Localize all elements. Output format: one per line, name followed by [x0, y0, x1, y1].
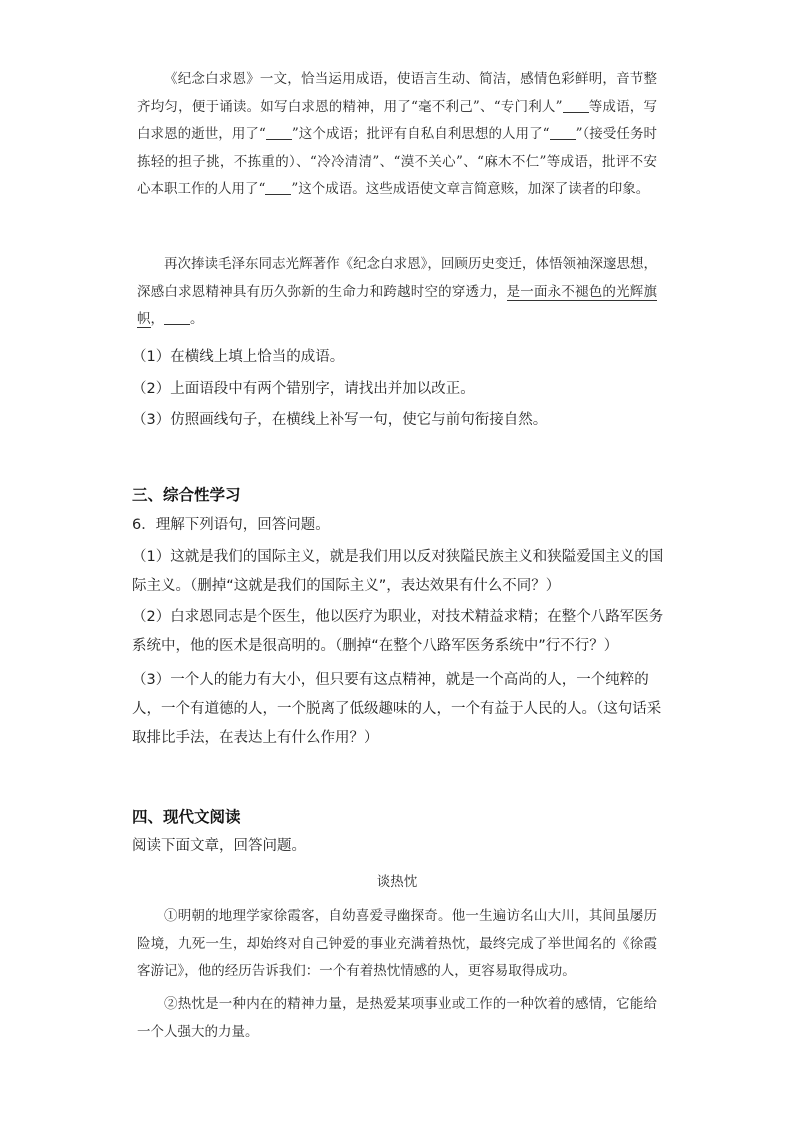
answer-blank-1[interactable] [563, 98, 589, 113]
question-5-sub-1: （1）在横线上填上恰当的成语。 [132, 349, 345, 365]
reading-instruction: 阅读下面文章，回答问题。 [132, 838, 306, 854]
answer-blank-3[interactable] [550, 125, 576, 140]
answer-blank-5[interactable] [164, 310, 190, 325]
answer-blank-2[interactable] [266, 125, 292, 140]
answer-blank-4[interactable] [265, 180, 291, 195]
question-5-sub-2: （2）上面语段中有两个错别字，请找出并加以改正。 [132, 381, 475, 397]
question-6-sub-1: （1）这就是我们的国际主义，就是我们用以反对狭隘民族主义和狭隘爱国主义的国际主义。（删掉“这就是我们的国际主义”，表达效果有什么不同？） [132, 549, 664, 594]
article-title: 谈热忱 [376, 874, 418, 890]
question-6-sub-3: （3）一个人的能力有大小，但只要有这点精神，就是一个高尚的人，一个纯粹的人，一个有道德的人，一个脱离了低级趣味的人，一个有益于人民的人。（这句话采取排比手法，在表达上有什么作用？） [132, 672, 662, 746]
article-paragraph-1: ①明朝的地理学家徐霞客，自幼喜爱寻幽探奇。他一生遍访名山大川，其间虽屡历险境，九死一生，却始终对自己钟爱的事业充满着热忱，最终完成了举世闻名的《徐霞客游记》，他的经历告诉我们：一个有着热忱情感的人，更容易取得成功。 [137, 908, 657, 979]
question-5-sub-3: （3）仿照画线句子，在横线上补写一句，使它与前句衔接自然。 [132, 412, 548, 428]
section-4-heading: 四、现代文阅读 [132, 808, 241, 826]
passage-paragraph-2: 再次捧读毛泽东同志光辉著作《纪念白求恩》，回顾历史变迁，体悟领袖深邃思想，深感白求恩精神具有历久弥新的生命力和跨越时空的穿透力，是一面永不褪色的光辉旗帜， 。 [137, 256, 658, 327]
underlined-sentence: 是一面永不褪色的光辉旗帜 [137, 283, 658, 327]
question-6-sub-2: （2）白求恩同志是个医生，他以医疗为职业，对技术精益求精；在整个八路军医务系统中，他的医术是很高明的。（删掉“在整个八路军医务系统中”行不行？） [132, 609, 664, 654]
question-6-stem: 6．理解下列语句，回答问题。 [132, 517, 330, 533]
section-3-heading: 三、综合性学习 [132, 486, 241, 504]
passage-paragraph-1: 《纪念白求恩》一文，恰当运用成语，使语言生动、简洁，感情色彩鲜明，音节整齐均匀，便于诵读。如写白求恩的精神，用了“毫不利己”、“专门利人” 等成语，写白求恩的逝世，用了“ ”这个成语；批评有自私自利思想的人用了“ ”（接受任务时拣轻的担子挑，不拣重的）、“冷冷清清”、“漠不关心”、“麻木不仁”等成语，批评不安心本职工作的人用了“ ”这个成语。这些成语使文章言简意赅，加深了读者的印象。 [137, 71, 658, 197]
article-paragraph-2: ②热忱是一种内在的精神力量，是热爱某项事业或工作的一种饮着的感情，它能给一个人强大的力量。 [137, 996, 657, 1040]
